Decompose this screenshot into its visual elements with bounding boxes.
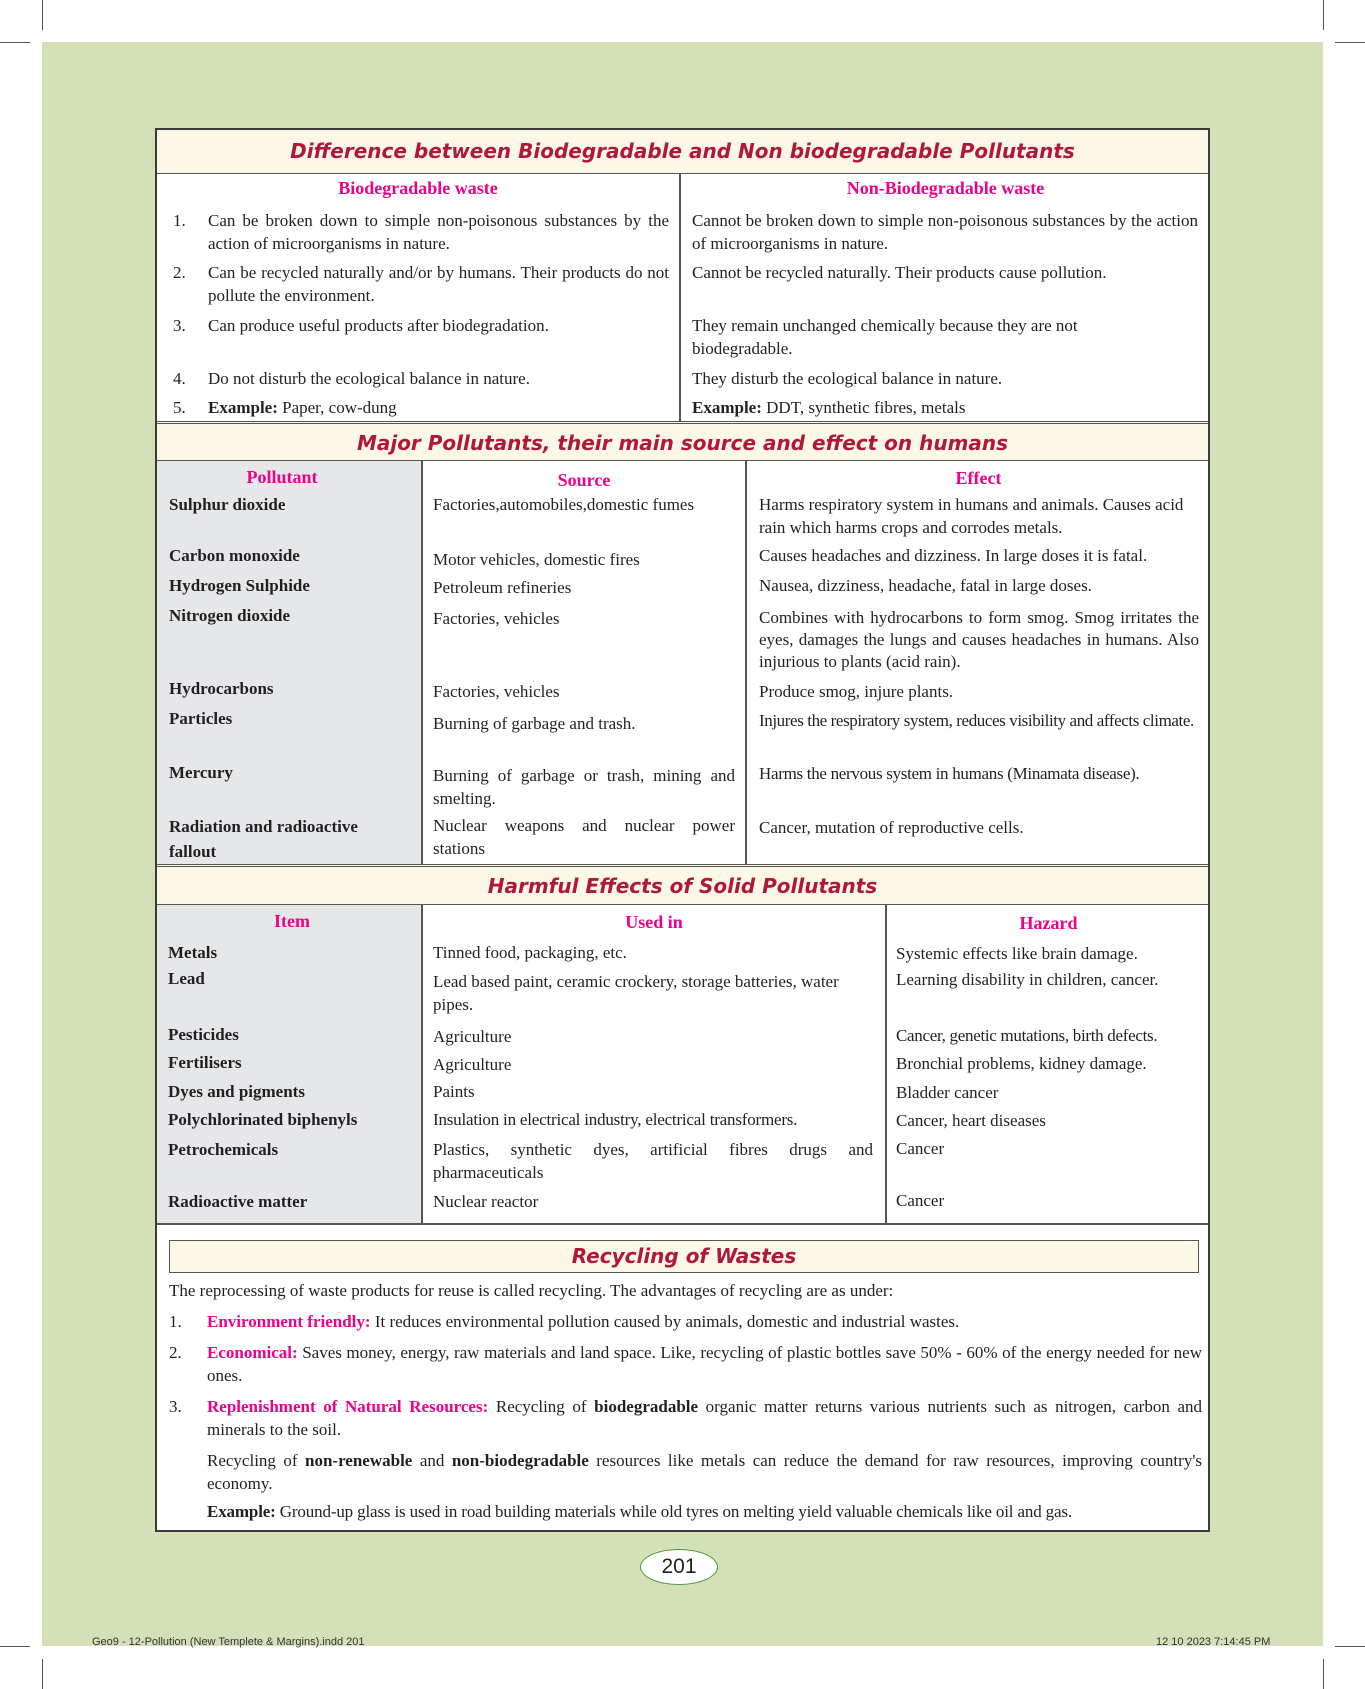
section-title-pollutants: Major Pollutants, their main source and effect on humans [157, 421, 1208, 461]
crop-mark [1323, 1659, 1324, 1689]
col-head-bio: Biodegradable waste [338, 178, 498, 198]
slug-left: Geo9 - 12-Pollution (New Templete & Margins).indd 201 [92, 1636, 365, 1648]
crop-mark [42, 1659, 43, 1689]
crop-mark [42, 0, 43, 30]
crop-mark [1323, 0, 1324, 30]
divider [679, 174, 681, 421]
col-head-source: Source [557, 470, 611, 490]
section-title-biodegradable: Difference between Biodegradable and Non biodegradable Pollutants [157, 130, 1208, 174]
crop-mark [0, 1646, 30, 1647]
recycling-paragraph: Recycling of non-renewable and non-biodegradable resources like metals can reduce the demand for raw resources, improving country's economy. [207, 1451, 1202, 1493]
section-title-recycling: Recycling of Wastes [169, 1240, 1199, 1273]
crop-mark [1335, 42, 1365, 43]
crop-mark [1335, 1646, 1365, 1647]
col-head-effect: Effect [955, 468, 1002, 488]
content-frame: Difference between Biodegradable and Non biodegradable Pollutants Biodegradable waste Non-Biodegradable waste 1. Can be broken down to simple non-poisonous substances by the action of microorganisms in nature. Cannot be broken down to simple non-poisonous substances by the action of microorganisms in nature. 2. Can be recycled naturally and/or by humans. Their products do not pollute the environment. Cannot be recycled naturally. Their products cause pollution. 3. Can produce useful products after biodegradation. They remain unchanged chemically because they are not biodegradable. 4. Do not disturb the ecological balance in nature. They disturb the ecological balance in nature. 5. Example: Paper, cow-dung Example: DDT, synthetic fibres, metals Major Pollutants, their main source and effect on humans Pollutant Source Effect Sulphur dioxide Factories,automobiles,domestic fumes Harms respiratory system in humans and animals. Causes acid rain which harms crops and corrodes metals. Carbon monoxide Motor vehicles, domestic fires Causes headaches and dizziness. In large doses it is fatal. Hydrogen Sulphide Petroleum refineries Nausea, dizziness, headache, fatal in large doses. Nitrogen dioxide Factories, vehicles Combines with hydrocarbons to form smog. Smog irritates the eyes, damages the lungs and causes headaches in humans. Also injurious to plants (acid rain). Hydrocarbons Factories, vehicles Produce smog, injure plants. Particles Burning of garbage and trash. Injures the respiratory system, reduces visibility and affects climate. Mercury Burning of garbage or trash, mining and smelting. Harms the nervous system in humans (Minamata disease). Radiation and radioactive fallout Nuclear weapons and nuclear power stations Cancer, mutation of reproductive cells. Harmful Effects of Solid Pollutants Item Used in Hazard Metals Tinned food, packaging, etc. Systemic effects like brain damage. Lead Lead based paint, ceramic crockery, storage batteries, water pipes. Learning disability in children, cancer. Pesticides Agriculture Cancer, genetic mutations, birth defects. Fertilisers Agriculture Bronchial problems, kidney damage. Dyes and pigments Paints Bladder cancer Polychlorinated biphenyls Insulation in electrical industry, electrical transformers. Cancer, heart diseases Petrochemicals Plastics, synthetic dyes, artificial fibres drugs and pharmaceuticals Cancer Radioactive matter Nuclear reactor Cancer Recycling of Wastes The reprocessing of waste products for reuse is called recycling. The advantages of recycling are as under: 1. Environment friendly: It reduces environmental pollution caused by animals, domestic and industrial wastes. 2. Economical: Saves money, energy, raw materials and land space. Like, recycling of plastic bottles save 50% - 60% of the energy needed for new ones. 3. Replenishment of Natural Resources: Recycling of biodegradable organic matter returns various nutrients such as nitrogen, carbon and minerals to the soil. Recycling of non-renewable and non-biodegradable resources like metals can reduce the demand for raw resources, improving country's economy. Example: Ground-up glass is used in road building materials while old tyres on melting yield valuable chemicals like oil and gas. [155, 128, 1210, 1532]
recycling-intro: The reprocessing of waste products for reuse is called recycling. The advantages of recycling are as under: [169, 1281, 894, 1300]
col-head-item: Item [274, 911, 310, 931]
divider [885, 905, 887, 1223]
divider [421, 905, 423, 1223]
section-title-solid-pollutants: Harmful Effects of Solid Pollutants [157, 864, 1208, 905]
divider [157, 1223, 1208, 1225]
col-head-pollutant: Pollutant [246, 467, 318, 487]
recycling-example: Example: Ground-up glass is used in road building materials while old tyres on melting yield valuable chemicals like oil and gas. [207, 1502, 1072, 1521]
divider [421, 461, 423, 864]
col-head-hazard: Hazard [1019, 913, 1078, 933]
pollutant-column-shade [157, 461, 421, 864]
crop-mark [0, 42, 30, 43]
page-number: 201 [640, 1549, 718, 1585]
divider [745, 461, 747, 864]
col-head-nonbio: Non-Biodegradable waste [846, 178, 1045, 198]
slug-right: 12 10 2023 7:14:45 PM [1156, 1636, 1271, 1648]
col-head-used-in: Used in [625, 912, 683, 932]
